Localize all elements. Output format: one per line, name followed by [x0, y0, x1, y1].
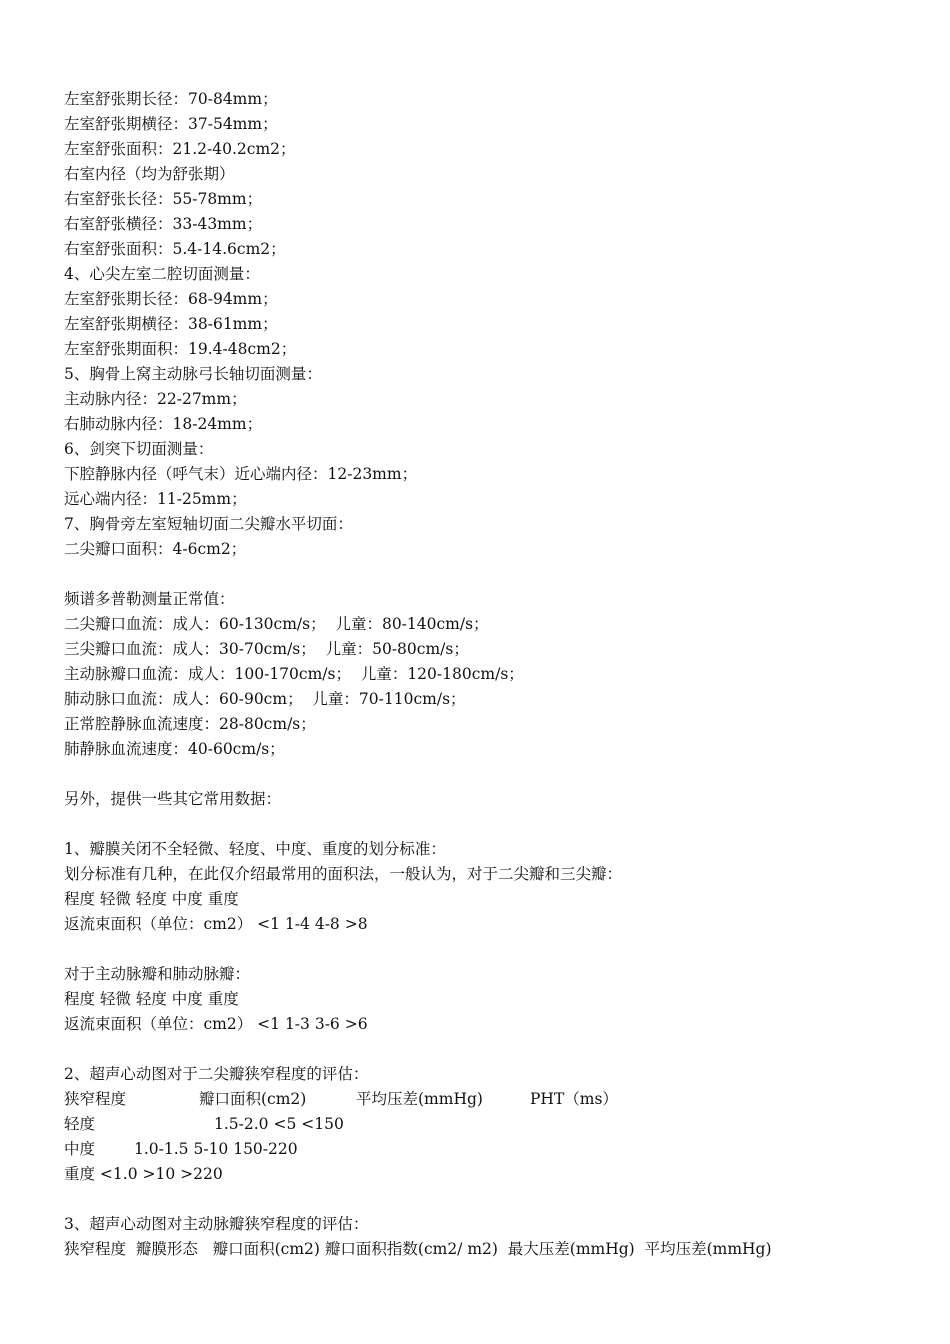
- table-header-cell: 狭窄程度: [64, 1090, 127, 1108]
- table-cell: 1.5-2.0 <5 <150: [214, 1115, 344, 1133]
- table-header-row: 狭窄程度 瓣膜形态 瓣口面积(cm2) 瓣口面积指数(cm2/ m2) 最大压差(mmHg) 平均压差(mmHg): [64, 1240, 772, 1258]
- text-line: 频谱多普勒测量正常值：: [64, 590, 235, 608]
- text-line: 左室舒张期长径：68-94mm；: [64, 290, 278, 308]
- text-line: 4、心尖左室二腔切面测量：: [64, 265, 260, 283]
- table-header-cell: 瓣口面积(cm2): [199, 1090, 307, 1108]
- text-line: 肺动脉口血流：成人：60-90cm； 儿童：70-110cm/s；: [64, 690, 466, 708]
- text-line: 左室舒张期横径：37-54mm；: [64, 115, 278, 133]
- text-line: 左室舒张面积：21.2-40.2cm2；: [64, 140, 296, 158]
- text-line: 二尖瓣口面积：4-6cm2；: [64, 540, 247, 558]
- section-aortic-stenosis: [64, 1212, 924, 1262]
- text-line: 肺静脉血流速度：40-60cm/s；: [64, 740, 285, 758]
- text-line: 7、胸骨旁左室短轴切面二尖瓣水平切面：: [64, 515, 353, 533]
- text-line: 右肺动脉内径：18-24mm；: [64, 415, 263, 433]
- table-header-row: [64, 1087, 924, 1112]
- section-title: 3、超声心动图对主动脉瓣狭窄程度的评估：: [64, 1215, 369, 1233]
- text-line: 远心端内径：11-25mm；: [64, 490, 247, 508]
- text-line: 左室舒张期横径：38-61mm；: [64, 315, 278, 333]
- text-line: 左室舒张期面积：19.4-48cm2；: [64, 340, 297, 358]
- text-line: 程度 轻微 轻度 中度 重度: [64, 990, 239, 1008]
- text-line: 主动脉内径：22-27mm；: [64, 390, 247, 408]
- document-body: [64, 87, 924, 1262]
- section-doppler: [64, 587, 924, 762]
- text-line: 6、剑突下切面测量：: [64, 440, 214, 458]
- text-line: 左室舒张期长径：70-84mm；: [64, 90, 278, 108]
- table-row: 重度 <1.0 >10 >220: [64, 1165, 223, 1183]
- section-regurgitation: [64, 837, 924, 937]
- text-line: 右室舒张面积：5.4-14.6cm2；: [64, 240, 286, 258]
- table-row: [64, 1112, 924, 1137]
- blank-line: [64, 1037, 924, 1062]
- table-cell: 轻度: [64, 1115, 96, 1133]
- text-line: 1、瓣膜关闭不全轻微、轻度、中度、重度的划分标准：: [64, 840, 446, 858]
- table-cell: 1.0-1.5 5-10 150-220: [134, 1140, 298, 1158]
- blank-line: [64, 762, 924, 787]
- table-row: [64, 1137, 924, 1162]
- blank-line: [64, 562, 924, 587]
- text-line: 主动脉瓣口血流：成人：100-170cm/s； 儿童：120-180cm/s；: [64, 665, 524, 683]
- section-aortic-pulmonary: [64, 962, 924, 1037]
- text-line: 程度 轻微 轻度 中度 重度: [64, 890, 239, 908]
- table-header-cell: PHT（ms）: [530, 1090, 618, 1108]
- text-line: 划分标准有几种，在此仅介绍最常用的面积法，一般认为，对于二尖瓣和三尖瓣：: [64, 865, 623, 883]
- text-line: 正常腔静脉血流速度：28-80cm/s；: [64, 715, 316, 733]
- text-line: 对于主动脉瓣和肺动脉瓣：: [64, 965, 251, 983]
- text-line: 另外，提供一些其它常用数据：: [64, 790, 282, 808]
- text-line: 返流束面积（单位：cm2） <1 1-3 3-6 >6: [64, 1015, 368, 1033]
- text-line: 右室内径（均为舒张期）: [64, 165, 235, 183]
- blank-line: [64, 937, 924, 962]
- text-line: 二尖瓣口血流：成人：60-130cm/s； 儿童：80-140cm/s；: [64, 615, 489, 633]
- section-title: 2、超声心动图对于二尖瓣狭窄程度的评估：: [64, 1065, 369, 1083]
- text-line: 右室舒张长径：55-78mm；: [64, 190, 263, 208]
- text-line: 右室舒张横径：33-43mm；: [64, 215, 263, 233]
- text-line: 三尖瓣口血流：成人：30-70cm/s； 儿童：50-80cm/s；: [64, 640, 469, 658]
- table-header-cell: 平均压差(mmHg): [356, 1090, 483, 1108]
- text-line: 5、胸骨上窝主动脉弓长轴切面测量：: [64, 365, 322, 383]
- text-line: 返流束面积（单位：cm2） <1 1-4 4-8 >8: [64, 915, 368, 933]
- section-mitral-stenosis: [64, 1062, 924, 1187]
- blank-line: [64, 812, 924, 837]
- section-measurements: [64, 87, 924, 562]
- table-cell: 中度: [64, 1140, 96, 1158]
- text-line: 下腔静脉内径（呼气末）近心端内径：12-23mm；: [64, 465, 418, 483]
- blank-line: [64, 1187, 924, 1212]
